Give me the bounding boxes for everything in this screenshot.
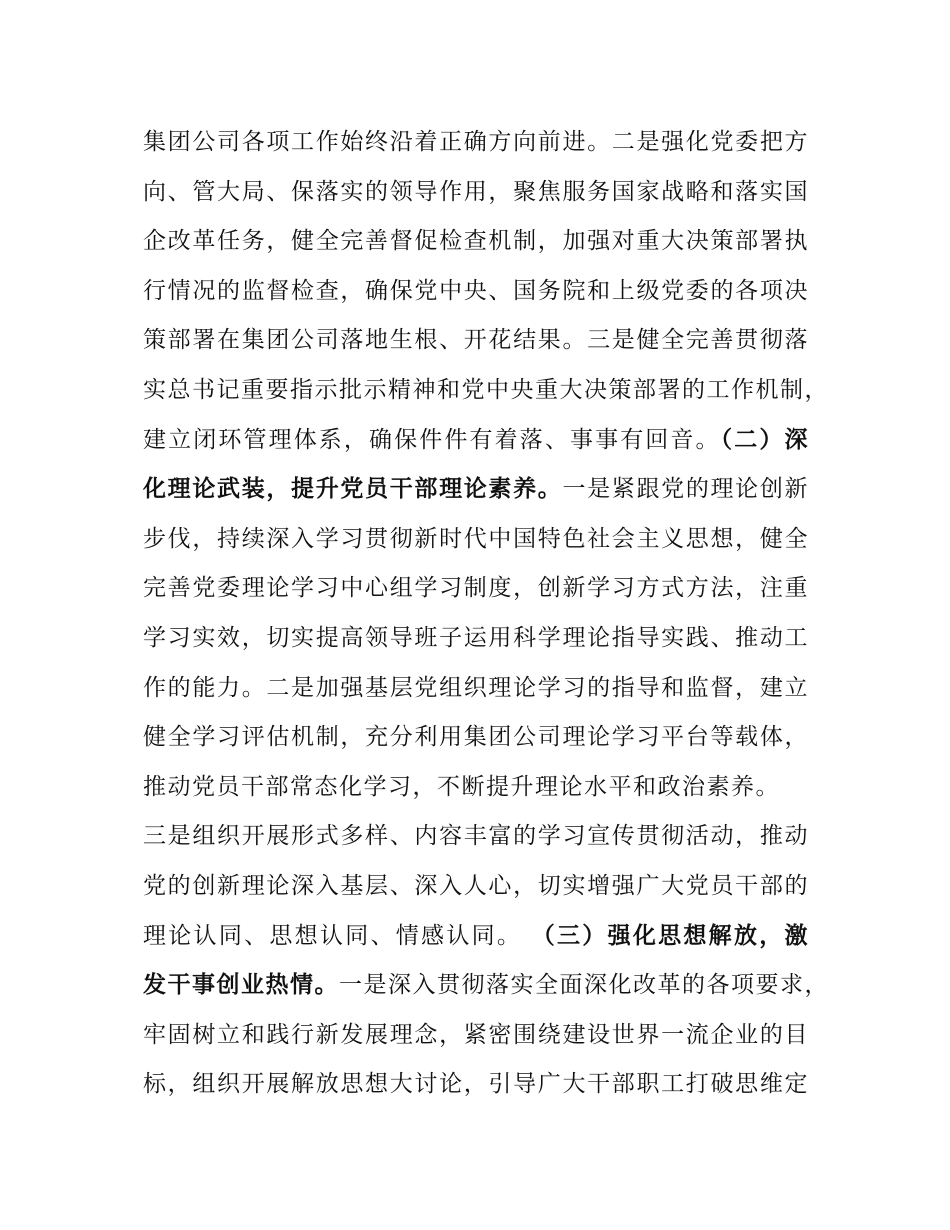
text-line — [143, 763, 809, 813]
body-text: 一是紧跟党的理论创新 — [562, 476, 810, 503]
text-line — [143, 515, 809, 565]
text-line — [143, 812, 809, 862]
bold-heading-text: （三）强化思想解放，激 — [531, 922, 809, 949]
text-line — [143, 614, 809, 664]
body-text: 牢固树立和践行新发展理念，紧密围绕建设世界一流企业的目 — [143, 1021, 809, 1048]
body-text: 实总书记重要指示批示精神和党中央重大决策部署的工作机制， — [143, 377, 829, 403]
body-text: 向、管大局、保落实的领导作用，聚焦服务国家战略和落实国 — [143, 178, 809, 205]
body-text: 三是组织开展形式多样、内容丰富的学习宣传贯彻活动，推动 — [143, 823, 809, 850]
bold-heading-text: 发干事创业热情。 — [143, 972, 339, 999]
text-line — [143, 1060, 809, 1110]
body-text: 集团公司各项工作始终沿着正确方向前进。二是强化党委把方 — [143, 129, 809, 155]
bold-heading-text: （二）深 — [720, 426, 810, 453]
text-line — [143, 168, 809, 218]
text-line — [143, 316, 809, 366]
text-line — [143, 713, 809, 763]
body-text: 理论认同、思想认同、情感认同。 — [143, 922, 532, 949]
body-text: 一是深入贯彻落实全面深化改革的各项要求， — [339, 972, 829, 999]
text-line — [143, 118, 809, 168]
text-line — [143, 862, 809, 912]
text-line — [143, 564, 809, 614]
body-text: 企改革任务，健全完善督促检查机制，加强对重大决策部署执 — [143, 228, 809, 255]
body-text: 策部署在集团公司落地生根、开花结果。三是健全完善贯彻落 — [143, 327, 809, 354]
body-text: 党的创新理论深入基层、深入人心，切实增强广大党员干部的 — [143, 873, 809, 899]
text-line — [143, 912, 809, 962]
text-line — [143, 416, 809, 466]
body-text: 健全学习评估机制，充分利用集团公司理论学习平台等载体， — [143, 724, 809, 751]
text-line — [143, 664, 809, 714]
text-line — [143, 366, 829, 416]
body-text: 完善党委理论学习中心组学习制度，创新学习方式方法，注重 — [143, 575, 809, 602]
body-text: 步伐，持续深入学习贯彻新时代中国特色社会主义思想，健全 — [143, 525, 809, 552]
body-text: 标，组织开展解放思想大讨论，引导广大干部职工打破思维定 — [143, 1071, 809, 1098]
text-line — [143, 267, 809, 317]
text-line — [143, 217, 809, 267]
body-text: 行情况的监督检查，确保党中央、国务院和上级党委的各项决 — [143, 277, 809, 304]
bold-heading-text: 化理论武装，提升党员干部理论素养。 — [143, 476, 563, 503]
body-text: 建立闭环管理体系，确保件件有着落、事事有回音。 — [143, 426, 721, 453]
body-text: 作的能力。二是加强基层党组织理论学习的指导和监督，建立 — [143, 674, 809, 701]
text-line — [143, 1011, 809, 1061]
text-line — [143, 465, 809, 515]
text-line — [143, 961, 829, 1011]
body-text: 学习实效，切实提高领导班子运用科学理论指导实践、推动工 — [143, 625, 809, 651]
body-text: 推动党员干部常态化学习，不断提升理论水平和政治素养。 — [143, 773, 780, 800]
